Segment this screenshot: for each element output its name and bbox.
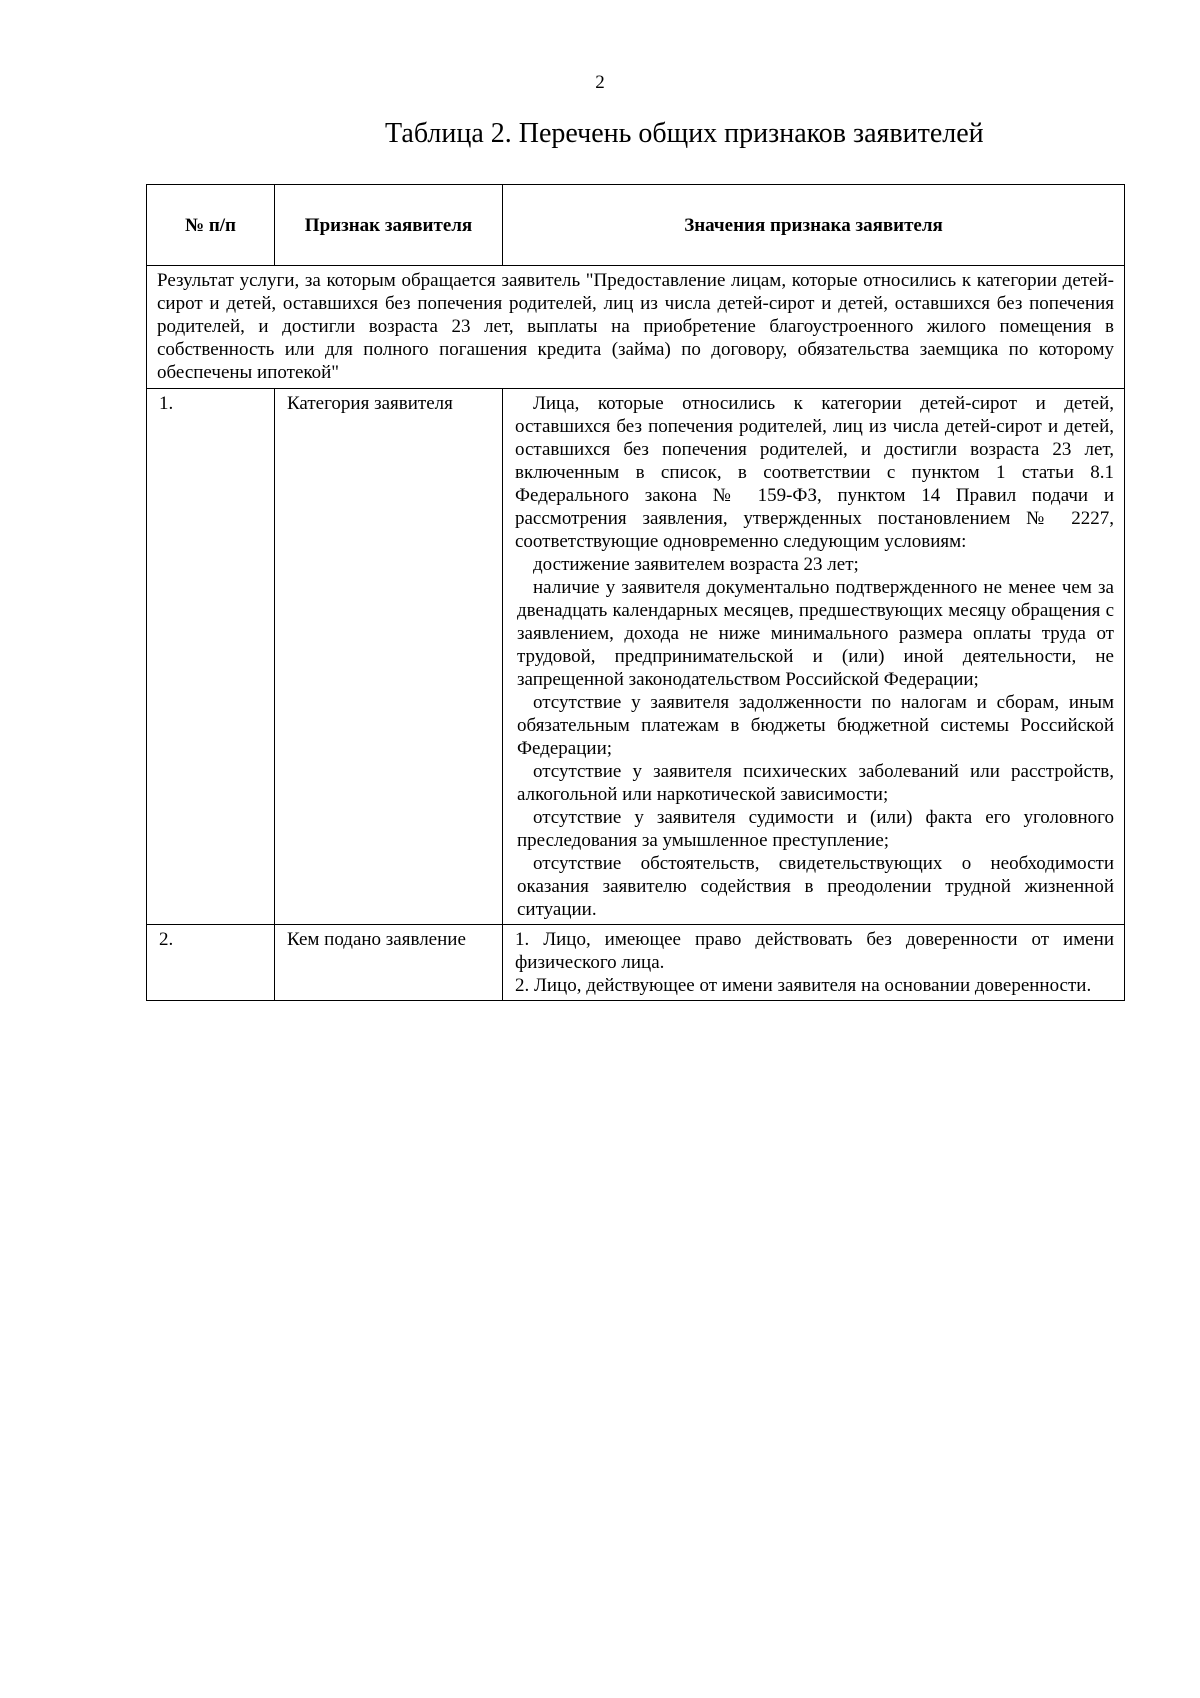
condition-item: отсутствие обстоятельств, свидетельствующих о необходимости оказания заявителю содействия в преодолении трудной жизненной ситуации. [517,853,1114,920]
table-row [147,389,1125,925]
result-row [147,266,1125,389]
row-values [503,389,1125,925]
category-intro: Лица, которые относились к категории детей-сирот и детей, оставшихся без попечения родителей, лиц из числа детей-сирот и детей, оставшихся без попечения родителей, и достигли возраста 23 лет, включенным в список, в соответствии с пунктом 1 статьи 8.1 Федерального закона № 159-ФЗ, пунктом 14 Правил подачи и рассмотрения заявления, утвержденных постановлением № 2227, соответствующие одновременно следующим условиям: [515,393,1114,552]
table-header-row [147,185,1125,266]
header-num: № п/п [147,185,275,266]
applicant-attributes-table [146,184,1125,1001]
option-item: 2. Лицо, действующее от имени заявителя на основании доверенности. [515,975,1092,996]
result-text: Результат услуги, за которым обращается заявитель "Предоставление лицам, которые относились к категории детей-сирот и детей, оставшихся без попечения родителей, лиц из числа детей-сирот и детей, оставшихся без попечения родителей, и достигли возраста 23 лет, выплаты на приобретение благоустроенного жилого помещения в собственность или для полного погашения кредита (займа) по договору, обязательства заемщика по которому обеспечены ипотекой" [147,266,1125,389]
row-num: 1. [147,389,275,925]
condition-item: наличие у заявителя документально подтвержденного не менее чем за двенадцать календарных месяцев, предшествующих месяцу обращения с заявлением, дохода не ниже минимального размера оплаты труда от трудовой, предпринимательской и (или) иной деятельности, не запрещенной законодательством Российской Федерации; [517,577,1114,690]
condition-item: отсутствие у заявителя судимости и (или) факта его уголовного преследования за умышленное преступление; [517,807,1114,851]
row-attribute: Кем подано заявление [275,925,503,1001]
row-attribute: Категория заявителя [275,389,503,925]
condition-item: отсутствие у заявителя задолженности по налогам и сборам, иным обязательным платежам в бюджеты бюджетной системы Российской Федерации; [517,692,1114,759]
condition-item: достижение заявителем возраста 23 лет; [533,554,859,575]
row-values [503,925,1125,1001]
header-values: Значения признака заявителя [503,185,1125,266]
page-number: 2 [595,72,605,93]
condition-item: отсутствие у заявителя психических заболеваний или расстройств, алкогольной или наркотической зависимости; [517,761,1114,805]
row-num: 2. [147,925,275,1001]
table-title: Таблица 2. Перечень общих признаков заявителей [385,118,984,149]
table-row [147,925,1125,1001]
header-attribute: Признак заявителя [275,185,503,266]
option-item: 1. Лицо, имеющее право действовать без доверенности от имени физического лица. [515,929,1114,973]
